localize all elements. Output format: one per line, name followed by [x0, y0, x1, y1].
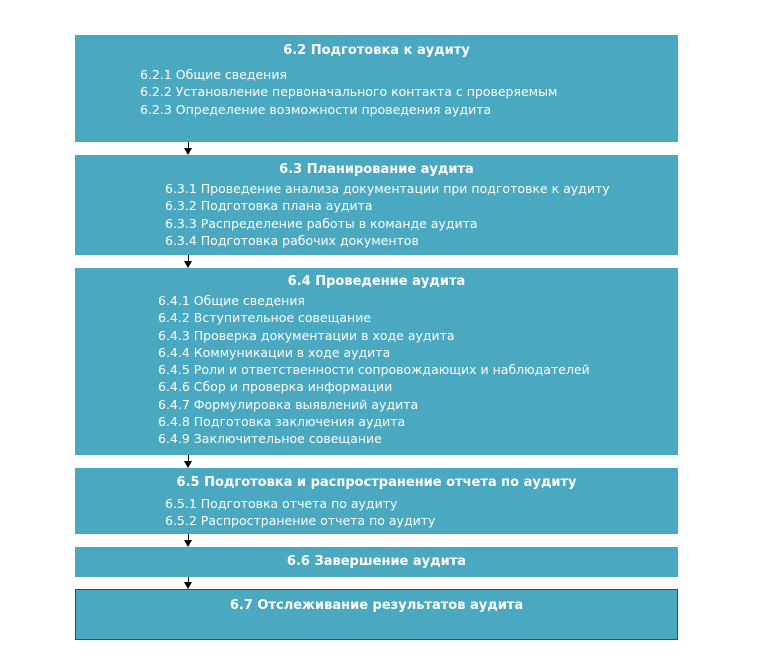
step-item: 6.2.1 Общие сведения — [140, 67, 287, 82]
step-item: 6.3.4 Подготовка рабочих документов — [165, 232, 419, 248]
arrow-down-icon — [184, 582, 192, 589]
step-title: 6.7 Отслеживание результатов аудита — [229, 598, 524, 613]
step-item: 6.3.3 Распределение работы в команде аудита — [165, 215, 478, 231]
step-item: 6.4.6 Сбор и проверка информации — [158, 379, 393, 395]
step-items — [75, 495, 678, 530]
arrow-down-icon — [184, 148, 192, 155]
step-title: 6.4 Проведение аудита — [287, 274, 466, 289]
step-items — [75, 66, 678, 118]
step-box-6-3 — [75, 155, 678, 255]
step-item: 6.3.2 Подготовка плана аудита — [165, 198, 373, 214]
step-box-6-5 — [75, 468, 678, 534]
step-box-6-6 — [75, 547, 678, 577]
step-box-6-7 — [75, 589, 678, 640]
step-title: 6.3 Планирование аудита — [279, 162, 474, 177]
step-item: 6.3.1 Проведение анализа документации при подготовке к аудиту — [165, 181, 610, 196]
step-item: 6.5.2 Распространение отчета по аудиту — [165, 513, 436, 529]
step-items — [75, 292, 678, 448]
step-box-6-2 — [75, 35, 678, 142]
step-title: 6.5 Подготовка и распространение отчета по аудиту — [176, 475, 577, 490]
step-item: 6.5.1 Подготовка отчета по аудиту — [165, 496, 398, 511]
arrow-down-icon — [184, 261, 192, 268]
arrow-down-icon — [184, 461, 192, 468]
arrow-down-icon — [184, 540, 192, 547]
step-item: 6.2.2 Установление первоначального контакта с проверяемым — [140, 84, 558, 100]
step-box-6-4 — [75, 268, 678, 455]
step-item: 6.4.7 Формулировка выявлений аудита — [158, 396, 419, 412]
step-title: 6.6 Завершение аудита — [286, 554, 467, 569]
step-item: 6.2.3 Определение возможности проведения аудита — [140, 101, 492, 117]
step-item: 6.4.2 Вступительное совещание — [158, 310, 372, 326]
step-item: 6.4.4 Коммуникации в ходе аудита — [158, 344, 391, 360]
step-item: 6.4.5 Роли и ответственности сопровождающих и наблюдателей — [158, 362, 590, 378]
step-item: 6.4.8 Подготовка заключения аудита — [158, 414, 406, 430]
step-title: 6.2 Подготовка к аудиту — [283, 43, 470, 58]
step-item: 6.4.9 Заключительное совещание — [158, 431, 382, 447]
step-items — [75, 180, 678, 249]
step-item: 6.4.1 Общие сведения — [158, 293, 305, 308]
step-item: 6.4.3 Проверка документации в ходе аудита — [158, 327, 455, 343]
